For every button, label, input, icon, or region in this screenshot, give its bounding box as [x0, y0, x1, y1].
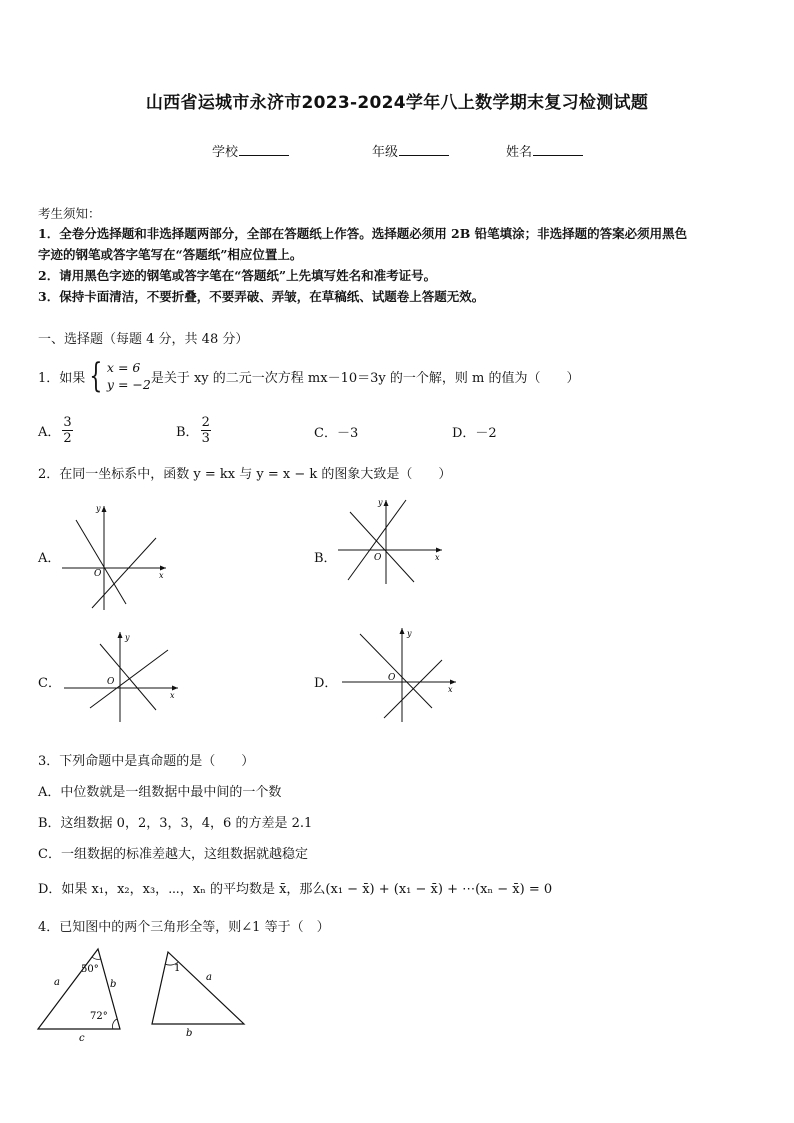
side-label: b [110, 979, 117, 990]
y-axis-label: y [96, 504, 101, 513]
side-label: a [206, 972, 212, 983]
origin-label: O [374, 553, 382, 563]
q1-prefix: 1．如果 [38, 370, 86, 386]
q2-option-c[interactable]: C． [38, 676, 61, 691]
side-label: c [79, 1033, 85, 1043]
graph-d [340, 624, 460, 724]
q3-option-d[interactable]: D．如果 x₁，x₂，x₃，⋯，xₙ 的平均数是 x̄，那么(x₁ − x̄) + (x₁ − x̄) + ⋯(xₙ − x̄) = 0 [38, 882, 553, 897]
y-axis-label: y [407, 629, 412, 638]
question-2: 2．在同一坐标系中，函数 y = kx 与 y = x − k 的图象大致是（ ） [38, 467, 452, 482]
graph-b [334, 494, 444, 586]
school-blank[interactable] [239, 143, 289, 156]
graph-c [60, 628, 180, 724]
side-label: b [186, 1028, 193, 1039]
brace-icon: { [89, 356, 103, 396]
question-3: 3．下列命题中是真命题的是（ ） [38, 754, 255, 769]
triangle-2 [148, 948, 248, 1040]
angle-label: 1 [174, 963, 181, 974]
q1-system [107, 359, 151, 393]
notice-item: 3．保持卡面清洁，不要折叠，不要弄破、弄皱，在草稿纸、试题卷上答题无效。 [38, 289, 485, 304]
y-axis-label: y [378, 498, 383, 507]
q1-eq2: y = −2 [106, 377, 151, 392]
angle-label: 72° [90, 1011, 108, 1022]
x-axis-label: x [159, 571, 164, 580]
numerator: 2 [201, 414, 210, 430]
q2-option-a[interactable]: A． [38, 551, 61, 566]
grade-blank[interactable] [399, 143, 449, 156]
question-4: 4．已知图中的两个三角形全等，则∠1 等于（ ） [38, 920, 330, 935]
q2-option-b[interactable]: B． [314, 551, 337, 566]
name-blank[interactable] [533, 143, 583, 156]
denominator: 3 [201, 430, 210, 446]
page-title: 山西省运城市永济市2023-2024学年八上数学期末复习检测试题 [145, 93, 649, 113]
school-label: 学校 [212, 145, 239, 160]
x-axis-label: x [170, 691, 175, 700]
option-label: A． [38, 424, 61, 440]
denominator: 2 [63, 430, 72, 446]
q3-option-c[interactable]: C．一组数据的标准差越大，这组数据就越稳定 [38, 847, 308, 862]
q3-option-a[interactable]: A．中位数就是一组数据中最中间的一个数 [38, 785, 282, 800]
name-label: 姓名 [506, 145, 533, 160]
graph-a [58, 500, 168, 612]
angle-label: 50° [81, 964, 99, 975]
option-label: B． [176, 424, 199, 440]
origin-label: O [388, 673, 396, 683]
numerator: 3 [63, 414, 72, 430]
q1-option-d[interactable]: D．－2 [452, 426, 497, 441]
fraction [201, 415, 211, 446]
grade-field[interactable] [372, 141, 449, 160]
q3-option-b[interactable]: B．这组数据 0，2，3，3，4，6 的方差是 2.1 [38, 816, 313, 831]
notice-item: 字迹的钢笔或答字笔写在“答题纸”相应位置上。 [38, 247, 303, 262]
side-label: a [54, 977, 60, 988]
q1-eq1: x = 6 [106, 360, 141, 375]
notice-item: 1．全卷分选择题和非选择题两部分，全部在答题纸上作答。选择题必须用 2B 铅笔填涂；非选择题的答案必须用黑色 [38, 226, 688, 241]
question-1 [38, 354, 579, 398]
grade-label: 年级 [372, 145, 399, 160]
name-field[interactable] [506, 141, 583, 160]
triangle-1 [34, 945, 134, 1043]
q1-option-c[interactable]: C．－3 [314, 426, 359, 441]
y-axis-label: y [125, 633, 130, 642]
notice-item: 2．请用黑色字迹的钢笔或答字笔在“答题纸”上先填写姓名和准考证号。 [38, 268, 437, 283]
q1-option-b[interactable] [176, 410, 213, 450]
q1-option-a[interactable] [38, 410, 75, 450]
notice-heading: 考生须知： [38, 206, 101, 221]
fraction [62, 415, 72, 446]
section-heading: 一、选择题（每题 4 分，共 48 分） [38, 332, 249, 347]
x-axis-label: x [448, 685, 453, 694]
origin-label: O [94, 569, 102, 579]
q1-suffix: 是关于 xy 的二元一次方程 mx－10＝3y 的一个解，则 m 的值为（ ） [150, 370, 580, 386]
x-axis-label: x [435, 553, 440, 562]
q2-option-d[interactable]: D． [314, 676, 338, 691]
origin-label: O [107, 677, 115, 687]
school-field[interactable] [212, 141, 289, 160]
